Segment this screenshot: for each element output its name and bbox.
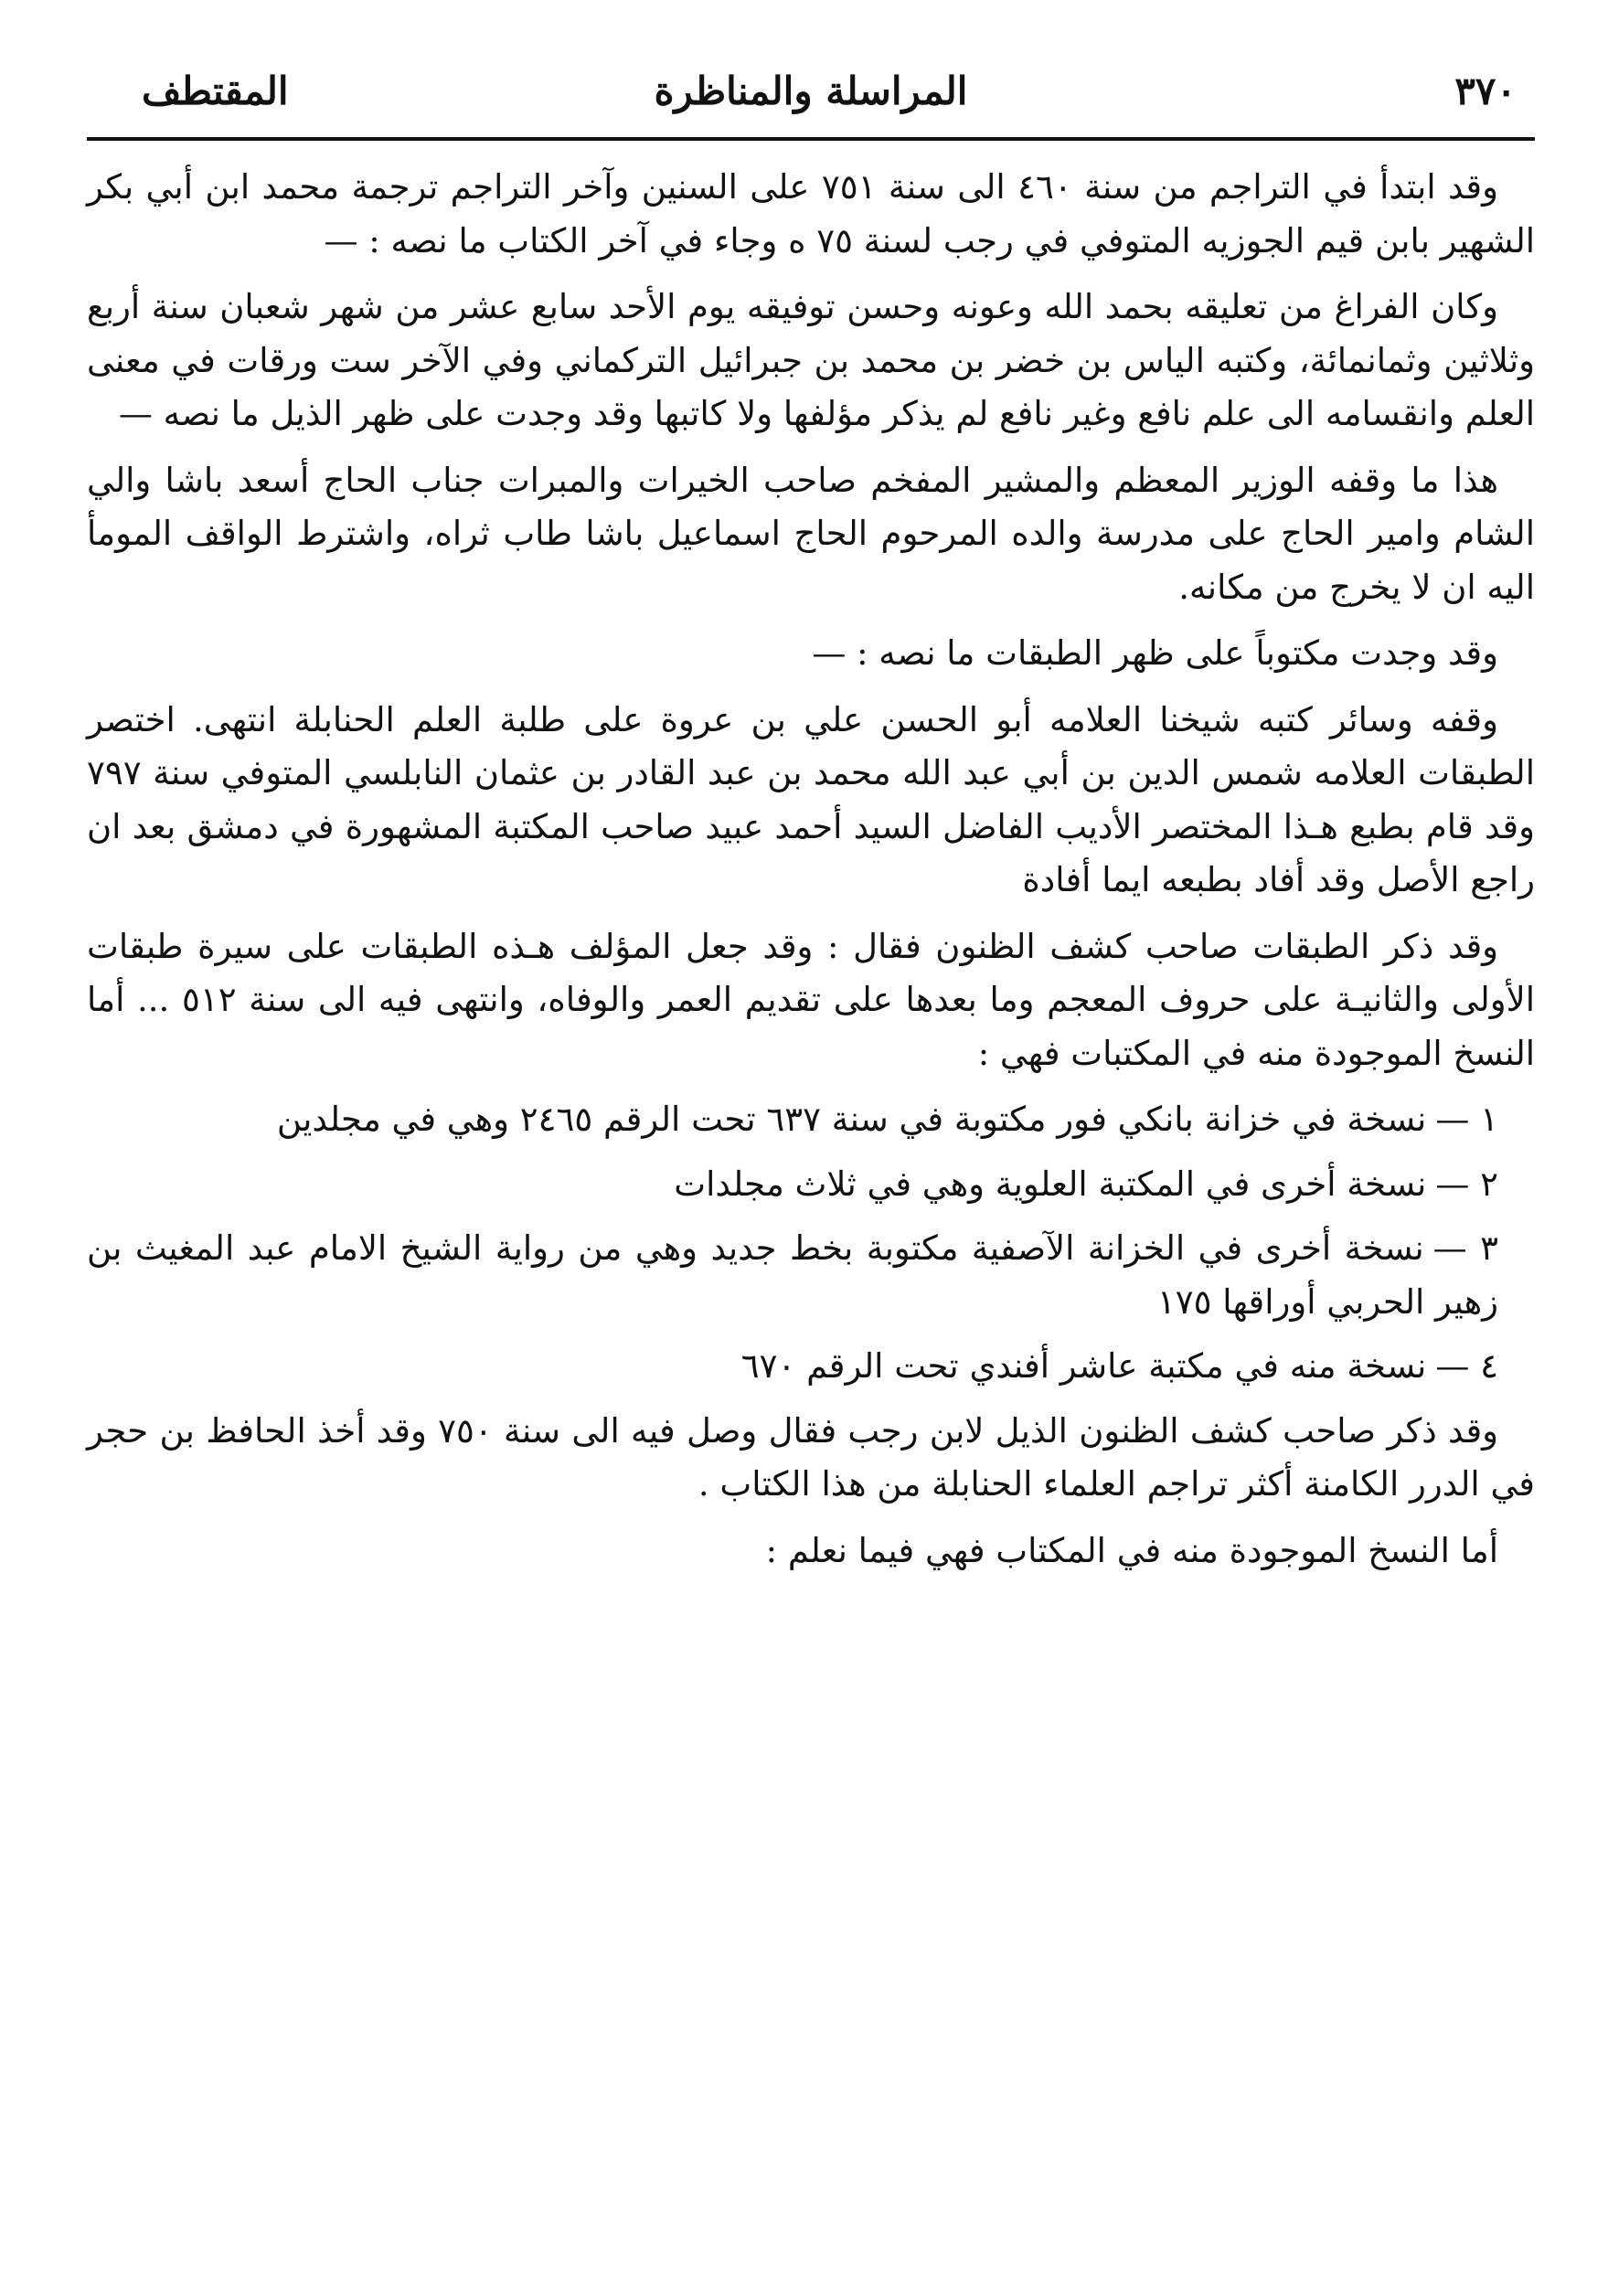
paragraph: وقد وجدت مكتوباً على ظهر الطبقات ما نصه : —: [812, 633, 1498, 673]
list-item-text: نسخة أخرى في الخزانة الآصفية مكتوبة بخط جديد وهي من رواية الشيخ الامام عبد المغيث بن زهير الحربي أوراقها ١٧٥: [87, 1228, 1498, 1322]
list-item-number: ٤ —: [1435, 1346, 1498, 1386]
header-rule: [87, 137, 1535, 141]
section-title: المراسلة والمناظرة: [654, 69, 968, 113]
list-item: [87, 1222, 1535, 1329]
list-item: [87, 1093, 1535, 1147]
paragraph: أما النسخ الموجودة منه في المكتاب فهي فيما نعلم :: [765, 1530, 1498, 1570]
paragraph: هذا ما وقفه الوزير المعظم والمشير المفخم صاحب الخيرات والمبرات جناب الحاج أسعد باشا والي الشام وامير الحاج على مدرسة والده المرحوم الحاج اسماعيل باشا طاب ثراه، واشترط الواقف المومأ اليه ان لا يخرج من مكانه.: [87, 460, 1535, 607]
list-item-number: ٢ —: [1435, 1164, 1498, 1204]
list-item-text: نسخة منه في مكتبة عاشر أفندي تحت الرقم ٦٧٠: [740, 1346, 1427, 1386]
list-item-text: نسخة أخرى في المكتبة العلوية وهي في ثلاث مجلدات: [674, 1164, 1427, 1204]
list-item-text: نسخة في خزانة بانكي فور مكتوبة في سنة ٦٣٧ تحت الرقم ٢٤٦٥ وهي في مجلدين: [276, 1100, 1427, 1139]
list-item: [87, 1340, 1535, 1394]
page-number: ٣٧٠: [1454, 69, 1517, 113]
paragraph: وقد ذكر الطبقات صاحب كشف الظنون فقال : وقد جعل المؤلف هـذه الطبقات على سيرة طبقات الأولى والثانيـة على حروف المعجم وما بعدها على تقديم العمر والوفاه، وانتهى فيه الى سنة ٥١٢ ... أما النسخ الموجودة منه في المكتبات فهي :: [87, 926, 1536, 1073]
journal-name: المقتطف: [142, 69, 289, 113]
article-body: [87, 161, 1535, 1578]
paragraph: وقفه وسائر كتبه شيخنا العلامه أبو الحسن علي بن عروة على طلبة العلم الحنابلة انتهى. اختصر الطبقات العلامه شمس الدين بن أبي عبد الله محمد بن عبد القادر بن عثمان النابلسي المتوفي سنة ٧٩٧ وقد قام بطبع هـذا المختصر الأديب الفاضل السيد أحمد عبيد صاحب المكتبة المشهورة في دمشق بعد ان راجع الأصل وقد أفاد بطبعه ايما أفادة: [87, 699, 1535, 899]
paragraph: وقد ذكر صاحب كشف الظنون الذيل لابن رجب فقال وصل فيه الى سنة ٧٥٠ وقد أخذ الحافظ بن حجر في الدرر الكامنة أكثر تراجم العلماء الحنابلة من هذا الكتاب .: [87, 1410, 1535, 1504]
paragraph: وقد ابتدأ في التراجم من سنة ٤٦٠ الى سنة ٧٥١ على السنين وآخر التراجم ترجمة محمد ابن أبي بكر الشهير بابن قيم الجوزيه المتوفي في رجب لسنة ٧٥ ه وجاء في آخر الكتاب ما نصه : —: [87, 167, 1535, 260]
list-item-number: ١ —: [1435, 1100, 1498, 1139]
list-item-number: ٣ —: [1432, 1228, 1499, 1268]
paragraph: وكان الفراغ من تعليقه بحمد الله وعونه وحسن توفيقه يوم الأحد سابع عشر من شهر شعبان سنة أربع وثلاثين وثمانمائة، وكتبه الياس بن خضر بن محمد بن جبرائيل التركماني وفي الآخر ست ورقات في معنى العلم وانقسامه الى علم نافع وغير نافع لم يذكر مؤلفها ولا كاتبها وقد وجدت على ظهر الذيل ما نصه —: [87, 287, 1535, 433]
page-header: [87, 64, 1535, 128]
list-item: [87, 1158, 1535, 1212]
